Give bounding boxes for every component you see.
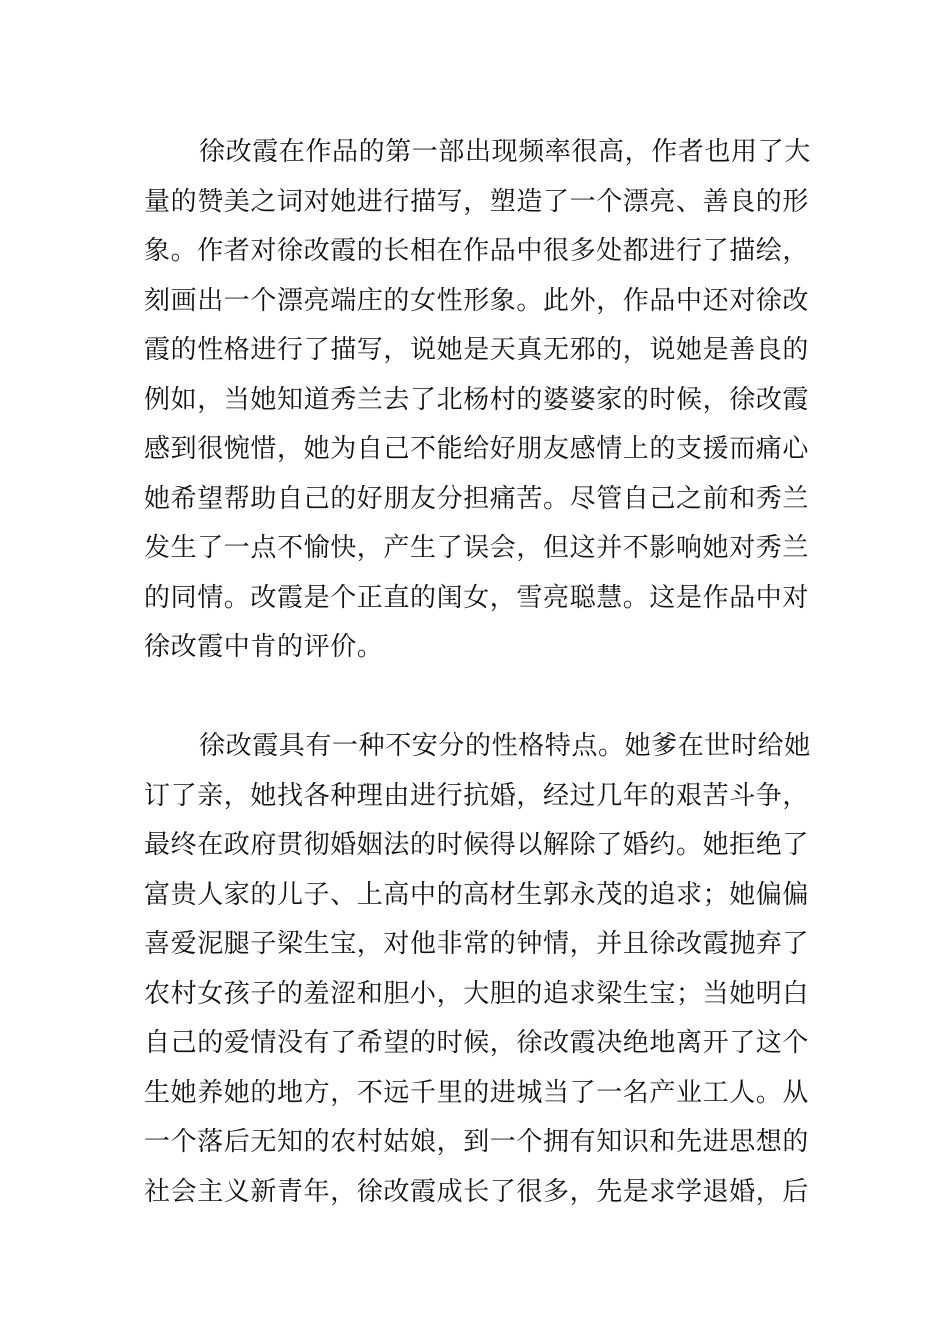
text-line: 刻画出一个漂亮端庄的女性形象。此外，作品中还对徐改 bbox=[144, 285, 810, 316]
text-line: 例如，当她知道秀兰去了北杨村的婆婆家的时候，徐改霞 bbox=[144, 384, 810, 415]
paragraph-2 bbox=[144, 722, 809, 1217]
text-line: 霞的性格进行了描写，说她是天真无邪的，说她是善良的 bbox=[144, 335, 810, 365]
text-line: 农村女孩子的羞涩和胆小，大胆的追求梁生宝；当她明白 bbox=[144, 978, 810, 1009]
text-line: 发生了一点不愉快，产生了误会，但这并不影响她对秀兰 bbox=[144, 533, 810, 563]
text-line: 量的赞美之词对她进行描写，塑造了一个漂亮、善良的形 bbox=[144, 186, 810, 217]
text-line: 徐改霞中肯的评价。 bbox=[144, 632, 384, 662]
text-line: 感到很惋惜，她为自己不能给好朋友感情上的支援而痛心 bbox=[144, 434, 810, 464]
text-line: 徐改霞在作品的第一部出现频率很高，作者也用了大 bbox=[199, 137, 811, 167]
text-line: 订了亲，她找各种理由进行抗婚，经过几年的艰苦斗争， bbox=[144, 780, 810, 811]
text-line: 富贵人家的儿子、上高中的高材生郭永茂的追求；她偏偏 bbox=[144, 879, 810, 910]
text-line: 的同情。改霞是个正直的闺女，雪亮聪慧。这是作品中对 bbox=[144, 582, 810, 613]
text-line: 最终在政府贯彻婚姻法的时候得以解除了婚约。她拒绝了 bbox=[144, 830, 810, 860]
paragraph-1 bbox=[144, 128, 809, 673]
text-line: 一个落后无知的农村姑娘，到一个拥有知识和先进思想的 bbox=[144, 1127, 810, 1157]
text-line: 自己的爱情没有了希望的时候，徐改霞决绝地离开了这个 bbox=[144, 1028, 810, 1058]
text-line: 喜爱泥腿子梁生宝，对他非常的钟情，并且徐改霞抛弃了 bbox=[144, 929, 810, 959]
text-line: 徐改霞具有一种不安分的性格特点。她爹在世时给她 bbox=[199, 731, 811, 761]
text-line: 生她养她的地方，不远千里的进城当了一名产业工人。从 bbox=[144, 1077, 810, 1108]
text-line: 她希望帮助自己的好朋友分担痛苦。尽管自己之前和秀兰 bbox=[144, 483, 810, 514]
text-line: 社会主义新青年，徐改霞成长了很多，先是求学退婚，后 bbox=[144, 1176, 810, 1207]
text-line: 象。作者对徐改霞的长相在作品中很多处都进行了描绘， bbox=[144, 236, 810, 266]
